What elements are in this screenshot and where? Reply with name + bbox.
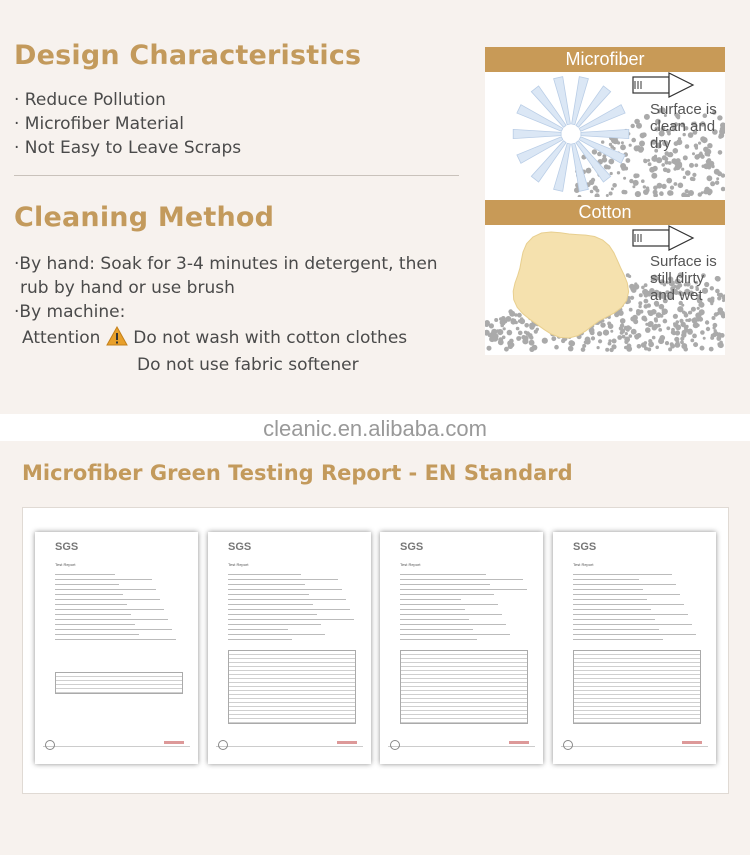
report-page-3[interactable] — [380, 532, 543, 764]
warning-text: Do not use fabric softener — [137, 355, 359, 375]
comparison-panel — [485, 47, 725, 355]
section-divider — [14, 175, 459, 176]
report-page-1[interactable] — [35, 532, 198, 764]
sgs-logo: SGS — [573, 541, 597, 553]
cotton-label: Cotton — [485, 200, 725, 225]
report-section — [0, 441, 750, 855]
report-header: Test Report — [55, 562, 76, 567]
arrow-icon — [633, 73, 693, 97]
instruction-line: ·By machine: — [14, 302, 126, 322]
report-heading: Microfiber Green Testing Report - EN Standard — [22, 461, 573, 485]
design-bullets — [14, 88, 241, 160]
attention-label: Attention — [22, 328, 101, 348]
microfiber-result: Surface is clean and dry — [650, 101, 717, 152]
website-watermark: cleanic.en.alibaba.com — [263, 416, 487, 441]
sgs-logo: SGS — [55, 541, 79, 553]
report-frame — [22, 507, 729, 794]
cleaning-instructions — [14, 252, 438, 324]
instruction-line: ·By hand: Soak for 3-4 minutes in detergent, then — [14, 254, 438, 274]
bullet-item: · Microfiber Material — [14, 114, 184, 134]
cleaning-method-heading: Cleaning Method — [14, 202, 275, 233]
report-page-4[interactable] — [553, 532, 716, 764]
report-header: Test Report — [573, 562, 594, 567]
design-characteristics-heading: Design Characteristics — [14, 40, 362, 71]
sgs-logo: SGS — [400, 541, 424, 553]
bullet-item: · Not Easy to Leave Scraps — [14, 138, 242, 158]
instruction-line: rub by hand or use brush — [20, 278, 235, 298]
attention-block — [22, 326, 407, 377]
report-header: Test Report — [228, 562, 249, 567]
bullet-item: · Reduce Pollution — [14, 90, 166, 110]
sgs-logo: SGS — [228, 541, 252, 553]
microfiber-label: Microfiber — [485, 47, 725, 72]
warning-icon — [106, 326, 128, 353]
report-page-2[interactable] — [208, 532, 371, 764]
report-header: Test Report — [400, 562, 421, 567]
features-section — [0, 0, 750, 414]
warning-text: Do not wash with cotton clothes — [133, 328, 408, 348]
arrow-icon — [633, 226, 693, 250]
cotton-result: Surface is still dirty and wet — [650, 253, 717, 304]
